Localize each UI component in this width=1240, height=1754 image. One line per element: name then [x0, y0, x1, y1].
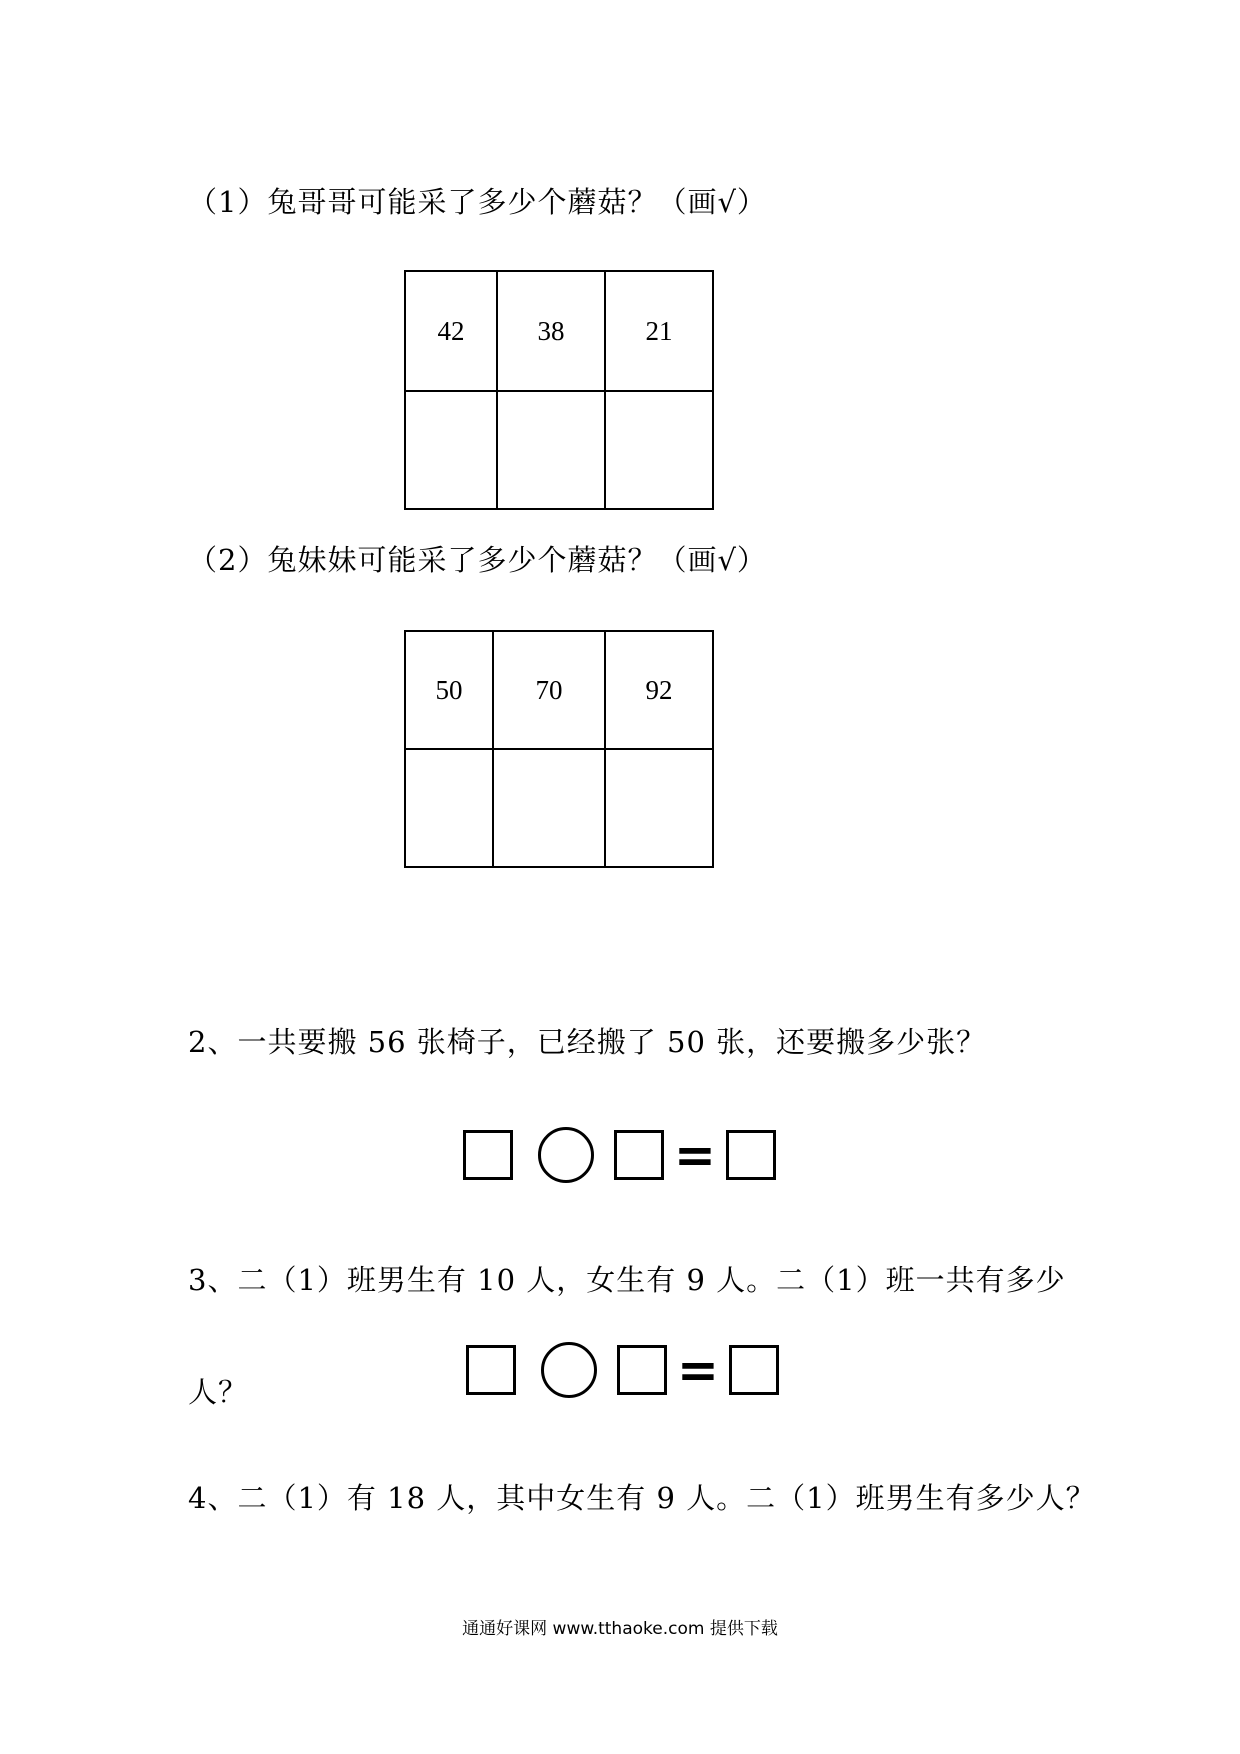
- question-2: 2、一共要搬 56 张椅子，已经搬了 50 张，还要搬多少张？: [188, 1025, 987, 1059]
- answer-table-2: [404, 630, 714, 868]
- answer-box[interactable]: [617, 1345, 667, 1395]
- check-cell[interactable]: [493, 749, 605, 867]
- check-cell[interactable]: [605, 749, 713, 867]
- question-1-part-1: （1）兔哥哥可能采了多少个蘑菇？（画√）: [188, 185, 767, 219]
- check-cell[interactable]: [605, 391, 713, 509]
- operator-circle[interactable]: [538, 1127, 594, 1183]
- question-1-part-2: （2）兔妹妹可能采了多少个蘑菇？（画√）: [188, 543, 767, 577]
- footer-credit: 通通好课网 www.tthaoke.com 提供下载: [462, 1619, 778, 1639]
- answer-table-1: [404, 270, 714, 510]
- option-cell: 92: [605, 631, 713, 749]
- answer-box[interactable]: [729, 1345, 779, 1395]
- answer-box[interactable]: [466, 1345, 516, 1395]
- equation-template-q3: [466, 1342, 779, 1398]
- check-cell[interactable]: [405, 391, 497, 509]
- check-cell[interactable]: [497, 391, 605, 509]
- operator-circle[interactable]: [541, 1342, 597, 1398]
- option-cell: 50: [405, 631, 493, 749]
- equals-sign: =: [674, 1126, 716, 1184]
- question-4: 4、二（1）有 18 人，其中女生有 9 人。二（1）班男生有多少人？: [188, 1481, 1096, 1515]
- equation-template-q2: [463, 1127, 776, 1183]
- question-3: 3、二（1）班男生有 10 人，女生有 9 人。二（1）班一共有多少: [188, 1263, 1066, 1297]
- option-cell: 38: [497, 271, 605, 391]
- question-3-continued: 人？: [188, 1375, 249, 1409]
- answer-box[interactable]: [614, 1130, 664, 1180]
- option-cell: 42: [405, 271, 497, 391]
- check-cell[interactable]: [405, 749, 493, 867]
- equals-sign: =: [677, 1341, 719, 1399]
- answer-box[interactable]: [726, 1130, 776, 1180]
- option-cell: 70: [493, 631, 605, 749]
- answer-box[interactable]: [463, 1130, 513, 1180]
- option-cell: 21: [605, 271, 713, 391]
